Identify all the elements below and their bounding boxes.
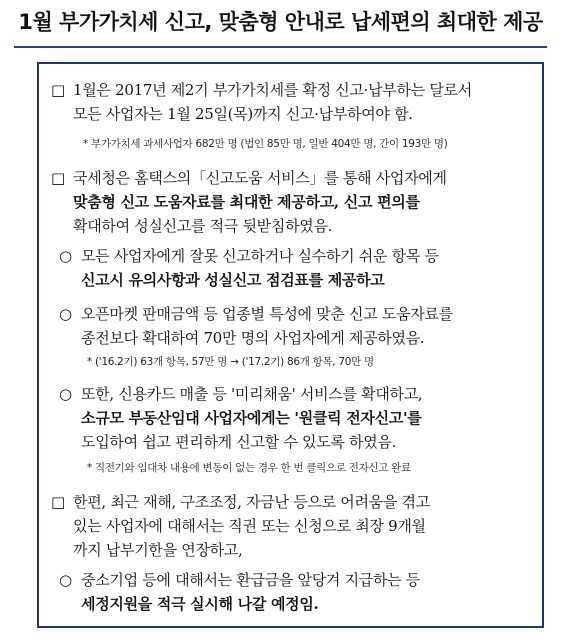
p3-line-3: 까지 납부기한을 연장하고, — [73, 541, 243, 559]
c3-note-text: 직전기와 임대차 내용에 변동이 없는 경우 한 번 클릭으로 전자신고 완료 — [95, 462, 411, 474]
p1-line-1: 1월은 2017년 제2기 부가가치세를 확정 신고·납부하는 달로서 — [73, 81, 472, 99]
circle-bullet-icon: ○ — [59, 571, 72, 589]
circle-bullet-icon: ○ — [59, 247, 72, 265]
c2-line-1: 오픈마켓 판매금액 등 업종별 특성에 맞춘 신고 도움자료를 — [81, 305, 453, 323]
c2-line-2: 종전보다 확대하여 70만 명의 사업자에게 제공하였음. — [81, 329, 425, 347]
asterisk-icon: * — [87, 356, 92, 368]
asterisk-icon: * — [83, 138, 88, 150]
c2-note-text: ('16.2기) 63개 항목, 57만 명 → ('17.2기) 86개 항목, 70만 명 — [95, 356, 374, 368]
c1-line-1: 모든 사업자에게 잘못 신고하거나 실수하기 쉬운 항목 등 — [81, 247, 439, 265]
asterisk-icon: * — [87, 462, 92, 474]
circle-item-1 — [59, 244, 543, 292]
content-box — [37, 62, 544, 628]
c4-line-2: 세정지원을 적극 실시해 나갈 예정임. — [81, 595, 319, 613]
circle-item-4 — [59, 568, 543, 616]
title-divider — [14, 46, 547, 48]
c4-line-1: 중소기업 등에 대해서는 환급금을 앞당겨 지급하는 등 — [81, 571, 420, 589]
circle-item-3 — [59, 382, 543, 454]
paragraph-2 — [51, 166, 535, 238]
square-bullet-icon: □ — [51, 81, 65, 99]
circle-item-2 — [59, 302, 543, 350]
p2-line-1: 국세청은 홈택스의「신고도움 서비스」를 통해 사업자에게 — [73, 169, 447, 187]
square-bullet-icon: □ — [51, 169, 65, 187]
circle-bullet-icon: ○ — [59, 385, 72, 403]
p1-footnote — [83, 136, 448, 152]
c3-line-1: 또한, 신용카드 매출 등 '미리채움' 서비스를 확대하고, — [81, 385, 423, 403]
p2-line-2: 맞춤형 신고 도움자료를 최대한 제공하고, 신고 편의를 — [73, 193, 420, 211]
c3-line-3: 도입하여 쉽고 편리하게 신고할 수 있도록 하였음. — [81, 433, 397, 451]
page-title: 1월 부가가치세 신고, 맞춤형 안내로 납세편의 최대한 제공 — [18, 10, 543, 34]
circle-bullet-icon: ○ — [59, 305, 72, 323]
paragraph-3 — [51, 490, 535, 562]
paragraph-1 — [51, 78, 535, 126]
p1-note-text: 부가가치세 과세사업자 682만 명 (법인 85만 명, 일반 404만 명, 간이 193만 명) — [91, 138, 448, 150]
c1-line-2: 신고시 유의사항과 성실신고 점검표를 제공하고 — [81, 271, 385, 289]
p2-line-3: 확대하여 성실신고를 적극 뒷받침하였음. — [73, 217, 333, 235]
c2-footnote — [87, 354, 374, 370]
p3-line-2: 있는 사업자에 대해서는 직권 또는 신청으로 최장 9개월 — [73, 517, 426, 535]
p3-line-1: 한편, 최근 재해, 구조조정, 자금난 등으로 어려움을 겪고 — [73, 493, 430, 511]
c3-footnote — [87, 460, 411, 476]
c3-line-2: 소규모 부동산임대 사업자에게는 '원클릭 전자신고'를 — [81, 409, 422, 427]
p1-line-2: 모든 사업자는 1월 25일(목)까지 신고·납부하여야 함. — [73, 105, 413, 123]
square-bullet-icon: □ — [51, 493, 65, 511]
